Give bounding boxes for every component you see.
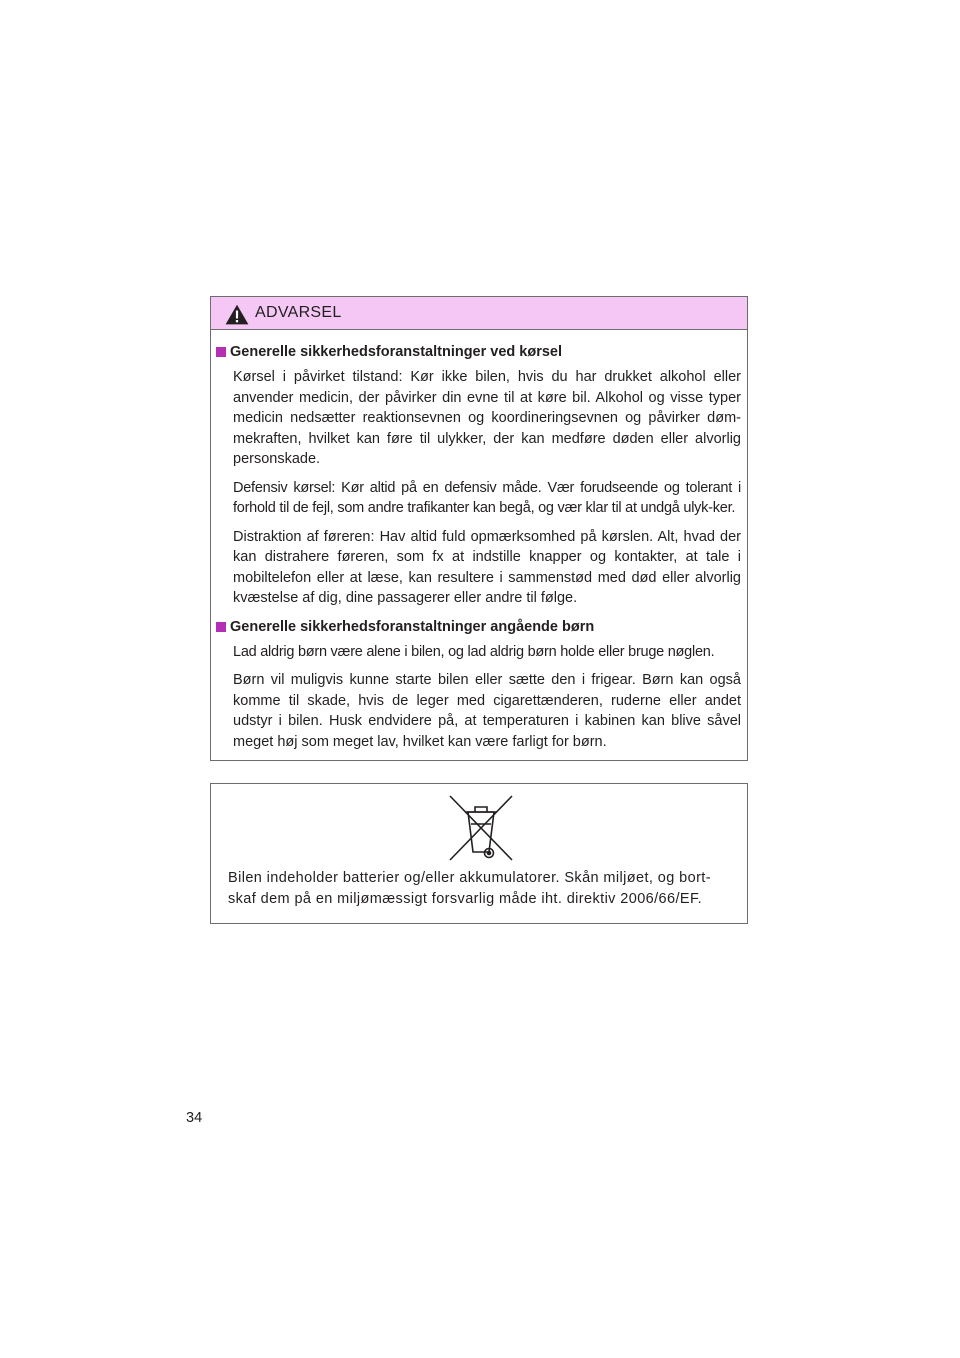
square-bullet-icon [216,347,226,357]
recycle-notice-text [228,868,728,909]
warning-title: ADVARSEL [255,304,342,321]
recycle-notice-line: skaf dem på en miljømæssigt forsvarlig måde iht. direktiv 2006/66/EF. [228,890,703,907]
recycle-notice-box [210,783,748,924]
square-bullet-icon [216,622,226,632]
section-heading-children [216,617,741,637]
section-heading-driving [216,342,741,362]
warning-body [211,330,747,752]
paragraph-driver-distraction: Distraktion af føreren: Hav altid fuld opmærksomhed på kørslen. Alt, hvad der kan distrahere føreren, som fx at indstille knapper og kontakter, at tale i mobiltelefon eller at læse, kan resultere i sammenstød med død eller alvorlig kvæstelse af dig, dine passagerer eller andre til følge. [233,528,741,606]
paragraph-defensive-driving: Defensiv kørsel: Kør altid på en defensiv måde. Vær forudseende og tolerant i forhold til de fejl, som andre trafikanter kan begå, og vær klar til at undgå ulyk-ker. [233,479,741,516]
warning-header [211,297,747,330]
paragraph-children-alone: Lad aldrig børn være alene i bilen, og lad aldrig børn holde eller bruge nøglen. [233,643,715,660]
section-heading-text: Generelle sikkerhedsforanstaltninger angående børn [230,618,595,635]
crossed-out-wheelie-bin-icon [448,794,514,862]
page-number: 34 [186,1110,203,1126]
warning-triangle-icon [225,304,249,325]
paragraph-impaired-driving: Kørsel i påvirket tilstand: Kør ikke bilen, hvis du har drukket alkohol eller anvender medicin, der påvirker din evne til at køre bil. Alkohol og visse typer medicin nedsætter reaktionsevnen og koordineringsevnen og påvirker døm-mekraften, hvilket kan føre til ulykker, der kan medføre døden eller alvorlig personskade. [233,369,741,467]
section-heading-text: Generelle sikkerhedsforanstaltninger ved kørsel [230,344,563,360]
paragraph-children-hazards: Børn vil muligvis kunne starte bilen eller sætte den i frigear. Børn kan også komme til skade, hvis de leger med cigarettænderen, ruderne eller andet udstyr i bilen. Husk endvidere på, at temperaturen i kabinen kan blive såvel meget høj som meget lav, hvilket kan være farligt for børn. [233,672,741,750]
recycle-notice-line: Bilen indeholder batterier og/eller akkumulatorer. Skån miljøet, og bort- [228,870,711,886]
warning-box [210,296,748,761]
